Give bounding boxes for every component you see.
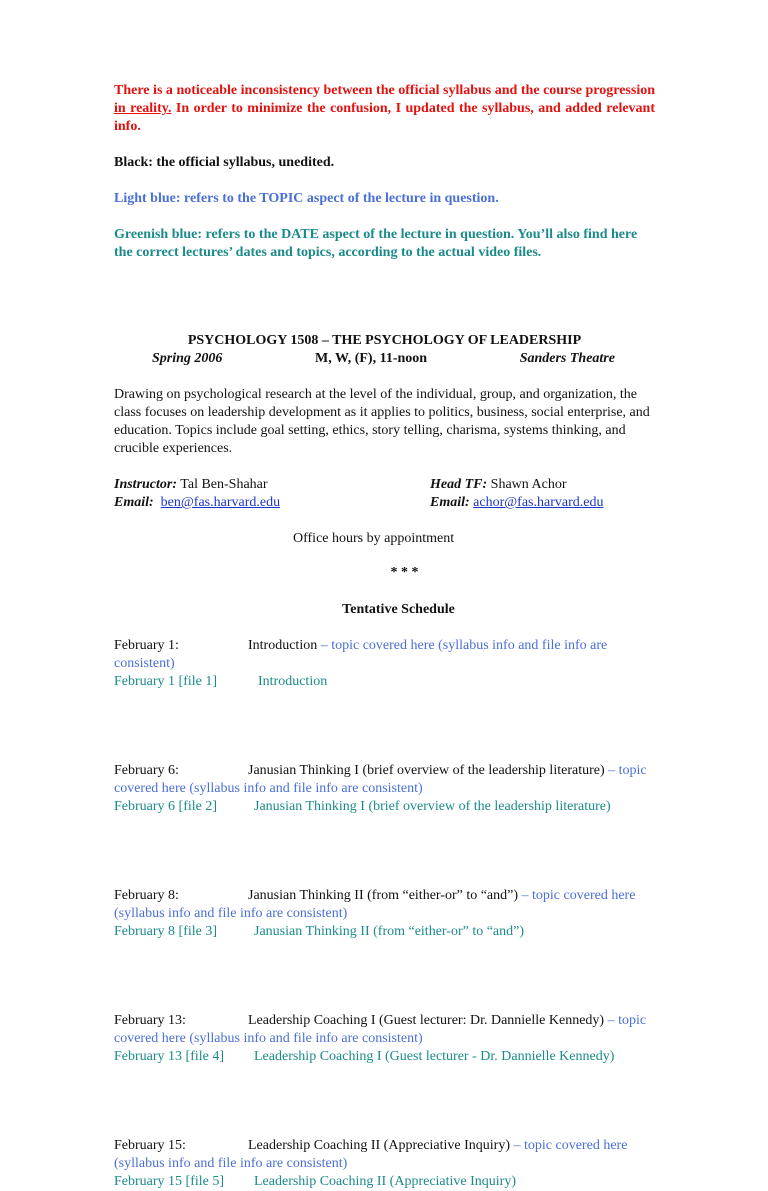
course-term: Spring 2006 [152,351,223,366]
file-date: February 15 [file 5] [114,1174,225,1189]
file-topic: Janusian Thinking I (brief overview of the leadership literature) [254,799,611,814]
file-date: February 1 [file 1] [114,674,218,689]
file-topic: Leadership Coaching I (Guest lecturer - Dr. Dannielle Kennedy) [254,1049,615,1064]
instructor-email-label: Email: [114,495,154,510]
head-tf-email-link[interactable]: achor@fas.harvard.edu [473,495,604,510]
legend-light-blue: Light blue: refers to the TOPIC aspect of the lecture in question. [114,191,499,206]
file-topic: Janusian Thinking II (from “either-or” to “and”) [254,924,525,939]
head-tf-email-label: Email: [430,495,470,510]
head-tf-name: Shawn Achor [487,477,567,492]
instructor-email-link[interactable]: ben@fas.harvard.edu [160,495,281,510]
schedule-title: Tentative Schedule [342,602,455,617]
schedule-topic: Leadership Coaching I (Guest lecturer: Dr. Dannielle Kennedy) [248,1013,605,1028]
schedule-date: February 6: [114,763,179,778]
schedule-entry [114,637,655,691]
schedule-entry [114,762,655,816]
schedule-topic: Janusian Thinking I (brief overview of the leadership literature) [248,763,605,778]
file-date: February 6 [file 2] [114,799,218,814]
legend-black: Black: the official syllabus, unedited. [114,155,335,170]
file-date: February 13 [file 4] [114,1049,225,1064]
file-date: February 8 [file 3] [114,924,218,939]
schedule-note: – topic covered here (syllabus info and file info are consistent) [114,1138,628,1171]
instructor-name: Tal Ben-Shahar [177,477,268,492]
course-meta [152,350,615,368]
notice-underlined-text: in reality. [114,101,172,116]
schedule-note: – topic covered here (syllabus info and file info are consistent) [114,888,636,921]
notice-text-continued: In order to minimize the confusion, I updated the syllabus, and added relevant info. [114,101,655,134]
file-topic: Leadership Coaching II (Appreciative Inquiry) [254,1174,517,1189]
schedule-note: – topic covered here (syllabus info and file info are consistent) [114,763,647,796]
schedule-topic: Janusian Thinking II (from “either-or” to “and”) [248,888,519,903]
schedule-date: February 15: [114,1138,186,1153]
file-topic: Introduction [258,674,328,689]
schedule-entry [114,1137,655,1191]
schedule-entry [114,887,655,941]
schedule-entry [114,1012,655,1066]
instructor-label: Instructor: [114,477,178,492]
section-separator: * * * [390,565,419,580]
schedule-note: – topic covered here (syllabus info and file info are consistent) [114,1013,647,1046]
schedule-topic: Introduction [248,638,318,653]
head-tf-label: Head TF: [430,477,488,492]
inconsistency-notice [114,82,655,136]
schedule-date: February 13: [114,1013,186,1028]
schedule-date: February 1: [114,638,179,653]
schedule-topic: Leadership Coaching II (Appreciative Inquiry) [248,1138,511,1153]
course-time: M, W, (F), 11-noon [315,351,428,366]
schedule-note: – topic covered here (syllabus info and file info are consistent) [114,638,608,671]
course-description: Drawing on psychological research at the level of the individual, group, and organization, the class focuses on leadership development as it applies to politics, business, social enterprise, and education. Topics include goal setting, ethics, story telling, charisma, systems thinking, and crucible experiences. [114,387,650,456]
notice-text: There is a noticeable inconsistency between the official syllabus and the course progression [114,83,655,98]
legend-greenish-blue: Greenish blue: refers to the DATE aspect of the lecture in question. You’ll also find here the correct lectures’ dates and topics, according to the actual video files. [114,227,638,260]
schedule-date: February 8: [114,888,179,903]
office-hours: Office hours by appointment [293,531,455,546]
course-title: PSYCHOLOGY 1508 – THE PSYCHOLOGY OF LEADERSHIP [187,333,582,348]
contact-block [114,476,655,512]
instructor-info [114,476,430,494]
course-location: Sanders Theatre [519,351,615,366]
head-tf-info [430,476,566,494]
